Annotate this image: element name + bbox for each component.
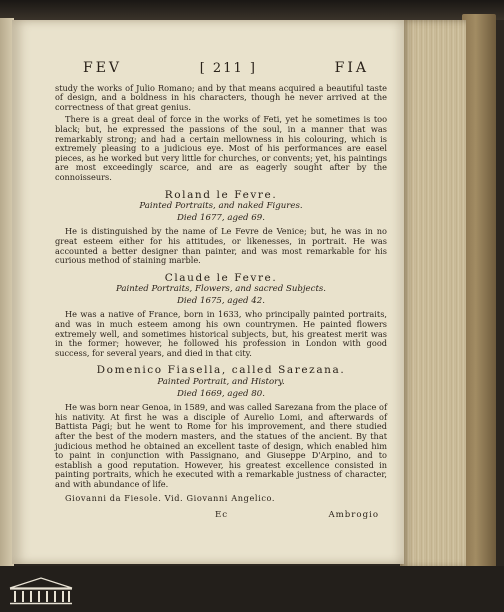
scan-bottom-bar xyxy=(0,566,504,612)
entry-name: Roland le Fevre. xyxy=(164,188,278,201)
entry-name: Domenico Fiasella, called Sarezana. xyxy=(96,364,346,377)
running-header xyxy=(55,60,387,76)
entry-died: Died 1675, aged 42. xyxy=(177,295,265,306)
library-building-icon xyxy=(8,576,74,606)
cross-reference: Giovanni da Fiesole. Vid. Giovanni Angelico. xyxy=(65,492,276,503)
entry-subtitle: Painted Portraits, and naked Figures. xyxy=(139,201,303,212)
page-edges xyxy=(400,20,466,568)
page-footer xyxy=(55,511,387,521)
entry-body: He is distinguished by the name of Le Fevre de Venice; but, he was in no great esteem either for his attitudes, or likenesses, in portrait. He was accounted a better designer than painter, and was most remarkable for his curious method of staining marble. xyxy=(55,226,387,266)
header-right: FIA xyxy=(334,60,369,76)
scan-top-edge xyxy=(0,0,504,20)
page-number: [ 211 ] xyxy=(199,61,257,76)
header-left: FEV xyxy=(83,60,123,76)
entry-body: He was a native of France, born in 1633, who principally painted portraits, and was in much esteem among his own countrymen. He painted flowers extremely well, and sometimes historical subjects, but, his greatest merit was in the former; however, he followed his profession in London with good success, for several years, and died in that city. xyxy=(55,309,387,358)
entry-body: He was born near Genoa, in 1589, and was called Sarezana from the place of his nativity. At first he was a disciple of Aurelio Lomi, and afterwards of Battista Pagi; but he went to Rome for his improvement, and there studied after the best of the modern masters, and the statues of the ancient. By that judicious method he obtained an excellent taste of design, which enabled him to paint in conjunction with Passignano, and Giuseppe D'Arpino, and to establish a good reputation. However, his greatest excellence consisted in painting portraits, which he executed with a remarkable justness of character, and with abundance of life. xyxy=(55,402,387,489)
catchword: Ambrogio xyxy=(328,510,379,521)
entry-subtitle: Painted Portrait, and History. xyxy=(157,377,285,388)
signature-mark: Ec xyxy=(215,510,229,521)
intro-paragraph-1: study the works of Julio Romano; and by that means acquired a beautiful taste of design, and a boldness in his characters, though he never arrived at the correctness of that great genius. xyxy=(55,82,387,112)
entry-died: Died 1677, aged 69. xyxy=(177,212,265,223)
entry-subtitle: Painted Portraits, Flowers, and sacred Subjects. xyxy=(115,284,327,295)
page-text xyxy=(55,60,387,521)
book-cover-board xyxy=(462,14,496,570)
entry-died: Died 1669, aged 80. xyxy=(177,388,265,399)
intro-paragraph-2: There is a great deal of force in the works of Feti, yet he sometimes is too black; but, he expressed the passions of the soul, in a manner that was remarkably strong; and had a certain mellowness in his colouring, which is extremely pleasing to a judicious eye. Most of his performances are easel pieces, as he worked but very little for churches, or convents; yet, his paintings are most exceedingly scarce, and are as eagerly sought after by the connoisseurs. xyxy=(55,114,387,182)
entry-name: Claude le Fevre. xyxy=(164,271,278,284)
